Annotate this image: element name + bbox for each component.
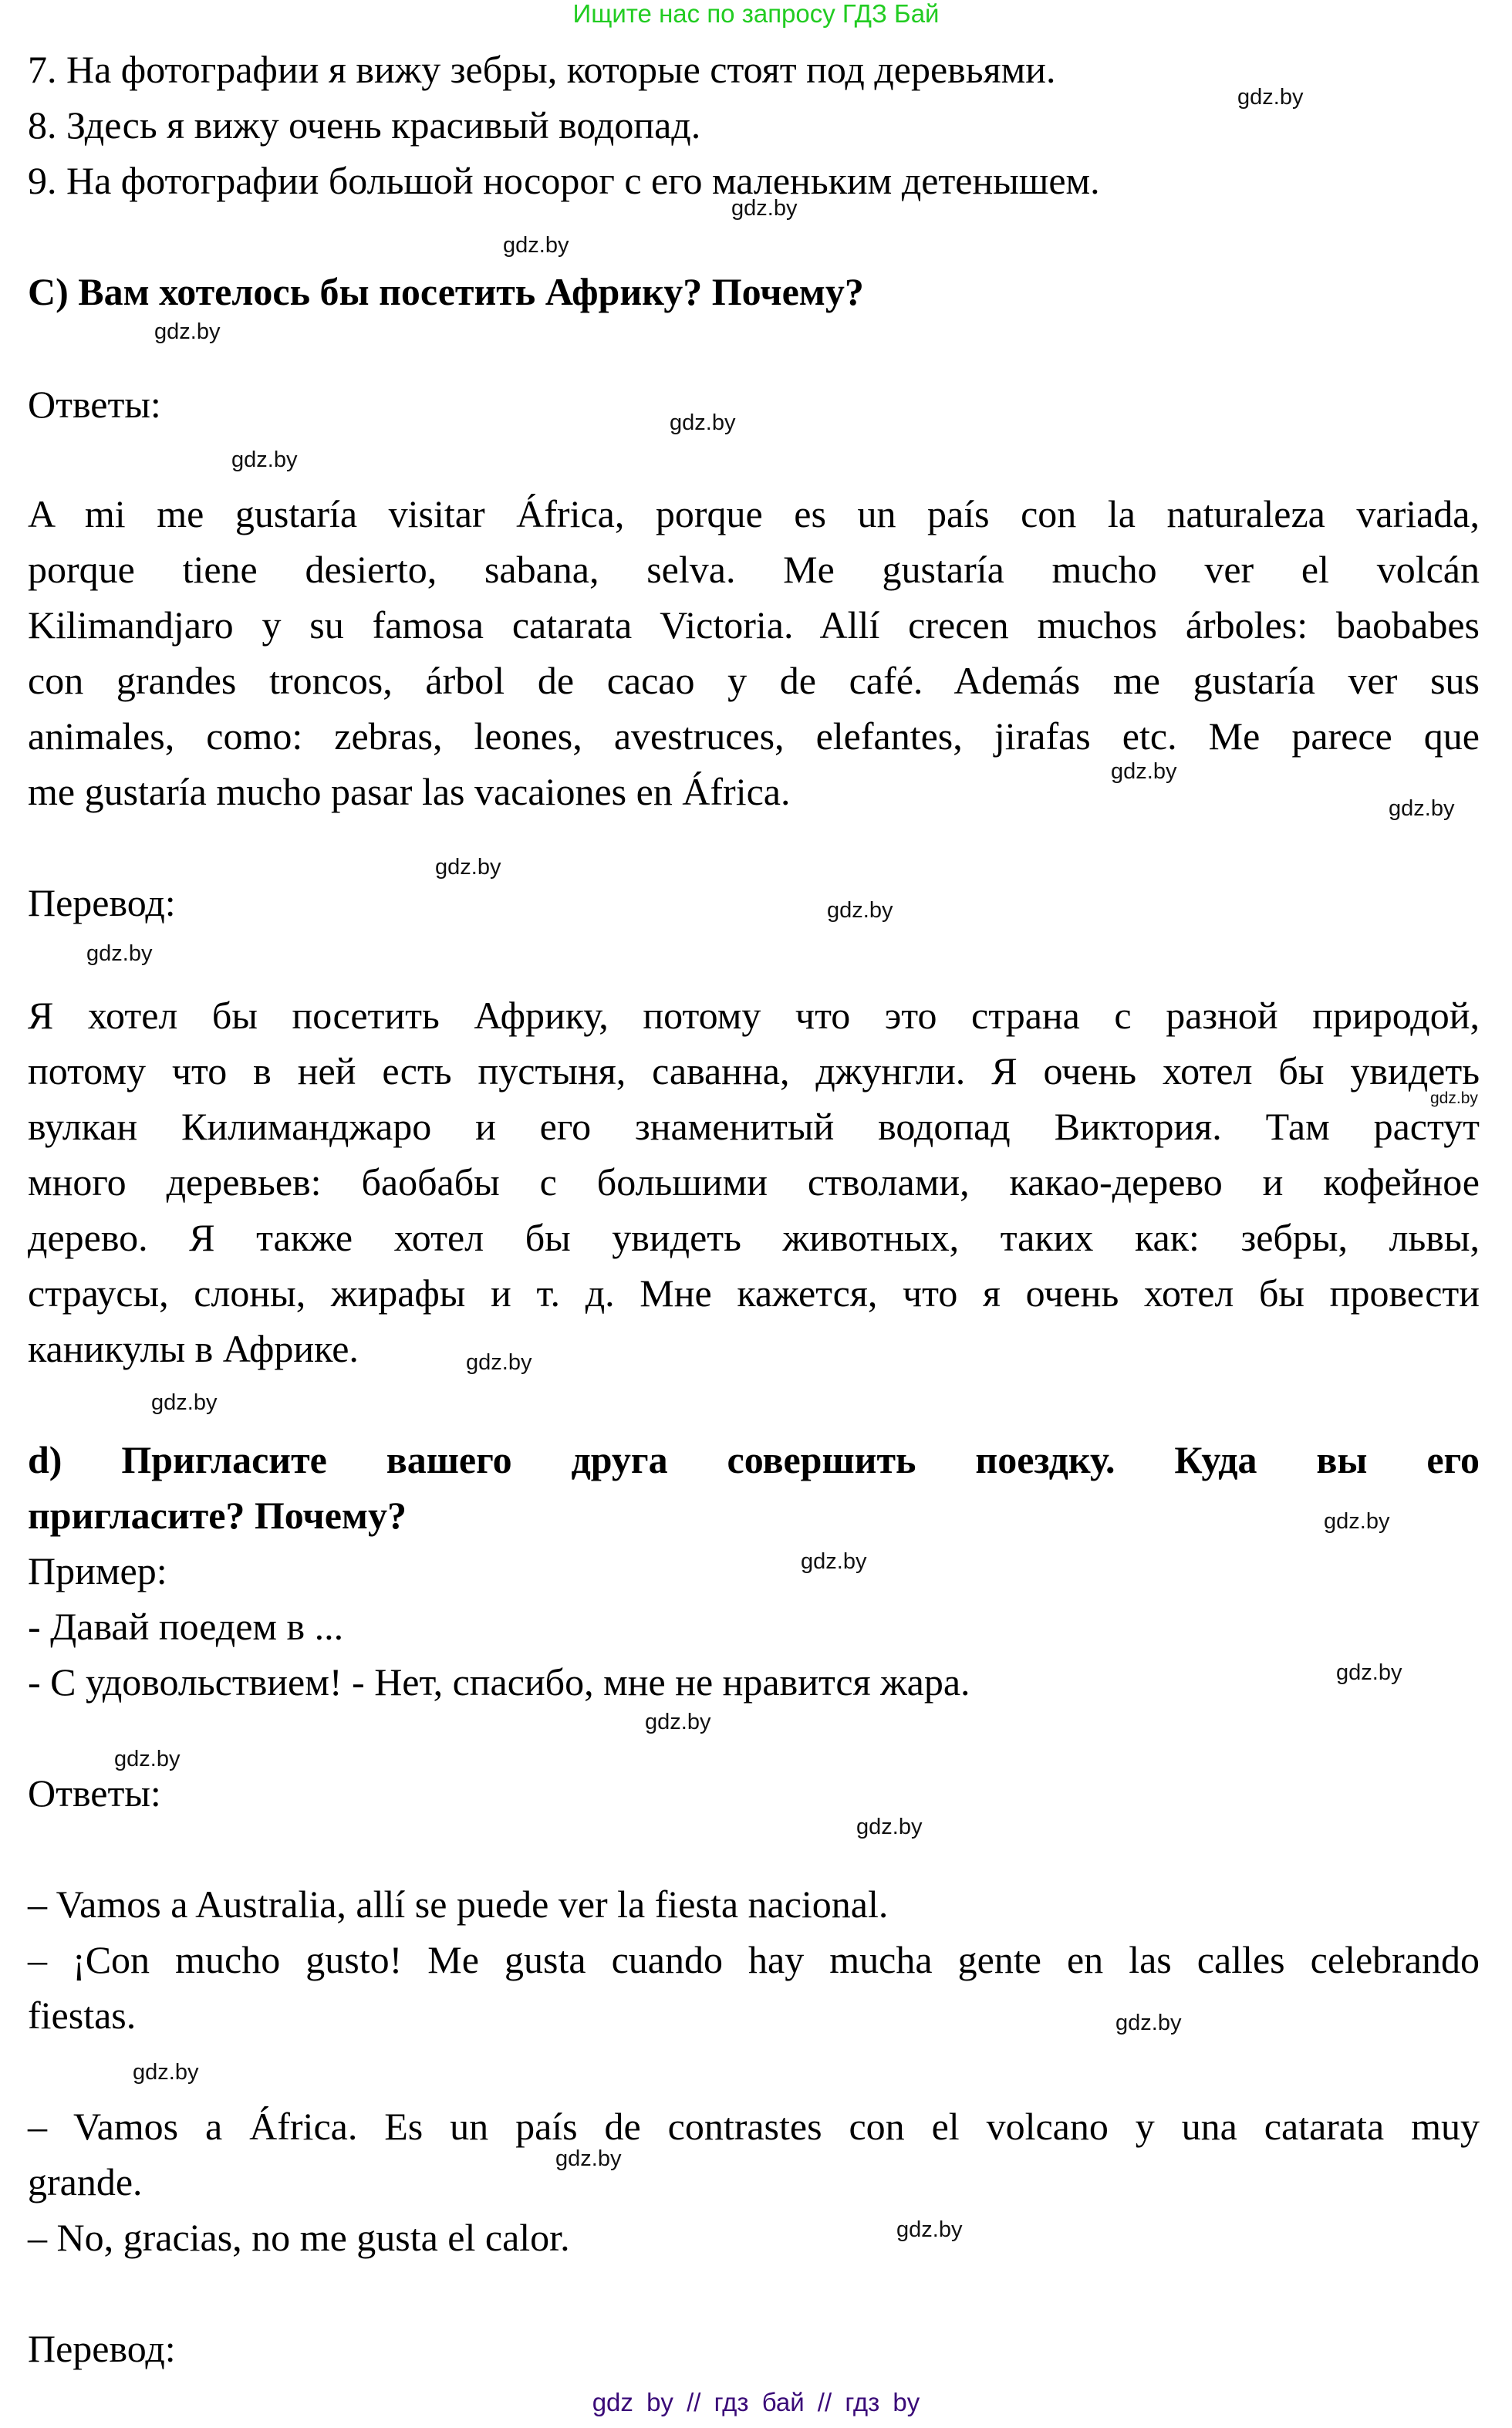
- section-d-answer-line: – Vamos a África. Es un país de contrastes con el volcano y una catarata muy: [28, 2105, 1480, 2148]
- section-d-example-line: - С удовольствием! - Нет, спасибо, мне не нравится жара.: [28, 1660, 970, 1704]
- section-c-answer-line: porque tiene desierto, sabana, selva. Me gustaría mucho ver el volcán: [28, 548, 1480, 591]
- watermark: gdz.by: [827, 898, 893, 923]
- section-c-heading: C) Вам хотелось бы посетить Африку? Почему?: [28, 270, 864, 313]
- watermark: gdz.by: [555, 2146, 622, 2171]
- search-banner: Ищите нас по запросу ГДЗ Бай: [572, 0, 940, 28]
- watermark: gdz.by: [503, 233, 569, 258]
- watermark: gdz.by: [86, 941, 153, 966]
- section-d-answers-label: Ответы:: [28, 1771, 161, 1815]
- section-d-translation-label: Перевод:: [28, 2327, 176, 2370]
- section-c-answers-label: Ответы:: [28, 383, 161, 426]
- watermark: gdz.by: [856, 1815, 923, 1839]
- section-d-answer-line: fiestas.: [28, 1994, 137, 2037]
- section-c-translation-line: много деревьев: баобабы с большими стволами, какао-дерево и кофейное: [28, 1160, 1480, 1204]
- section-c-translation-line: Я хотел бы посетить Африку, потому что это страна с разной природой,: [28, 994, 1480, 1037]
- watermark: gdz.by: [231, 447, 298, 472]
- section-d-answer-line: – No, gracias, no me gusta el calor.: [28, 2216, 570, 2259]
- section-c-answer-line: animales, como: zebras, leones, avestruces, elefantes, jirafas etc. Me parece que: [28, 714, 1480, 758]
- section-d-example-label: Пример:: [28, 1549, 167, 1592]
- item-9: 9. На фотографии большой носорог с его маленьким детенышем.: [28, 159, 1100, 202]
- section-c-translation-line: дерево. Я также хотел бы увидеть животных, таких как: зебры, львы,: [28, 1216, 1480, 1259]
- watermark: gdz.by: [154, 319, 221, 344]
- watermark: gdz.by: [466, 1350, 532, 1375]
- section-d-answer-line: – Vamos a Australia, allí se puede ver la fiesta nacional.: [28, 1883, 889, 1926]
- section-c-answer-line: me gustaría mucho pasar las vacaiones en África.: [28, 770, 791, 813]
- watermark: gdz.by: [133, 2060, 199, 2085]
- section-c-answer-line: Kilimandjaro y su famosa catarata Victoria. Allí crecen muchos árboles: baobabes: [28, 603, 1480, 647]
- item-7: 7. На фотографии я вижу зебры, которые стоят под деревьями.: [28, 48, 1056, 91]
- section-c-translation-line: каникулы в Африке.: [28, 1327, 359, 1370]
- section-d-answer-line: grande.: [28, 2160, 143, 2203]
- watermark: gdz.by: [1111, 759, 1177, 784]
- section-d-heading: d) Пригласите вашего друга совершить поездку. Куда вы его: [28, 1438, 1480, 1481]
- watermark: gdz.by: [1336, 1660, 1402, 1685]
- section-c-translation-label: Перевод:: [28, 881, 176, 924]
- watermark: gdz.by: [151, 1390, 218, 1415]
- section-c-translation-line: страусы, слоны, жирафы и т. д. Мне кажется, что я очень хотел бы провести: [28, 1271, 1480, 1315]
- watermark: gdz.by: [1115, 2011, 1182, 2035]
- watermark: gdz.by: [114, 1747, 181, 1771]
- watermark: gdz.by: [1430, 1089, 1478, 1107]
- watermark: gdz.by: [731, 196, 798, 221]
- item-8: 8. Здесь я вижу очень красивый водопад.: [28, 103, 701, 147]
- section-c-translation-line: вулкан Килиманджаро и его знаменитый водопад Виктория. Там растут: [28, 1105, 1480, 1148]
- section-d-example-line: - Давай поедем в ...: [28, 1605, 344, 1648]
- watermark: gdz.by: [896, 2217, 963, 2242]
- section-c-answer-line: A mi me gustaría visitar África, porque es un país con la naturaleza variada,: [28, 492, 1480, 535]
- watermark: gdz.by: [801, 1549, 867, 1574]
- section-c-answer-line: con grandes troncos, árbol de cacao y de café. Además me gustaría ver sus: [28, 659, 1480, 702]
- watermark: gdz.by: [1237, 85, 1304, 110]
- section-d-heading-cont: пригласите? Почему?: [28, 1494, 407, 1537]
- watermark: gdz.by: [1389, 796, 1455, 821]
- section-d-answer-line: – ¡Con mucho gusto! Me gusta cuando hay mucha gente en las calles celebrando: [28, 1938, 1480, 1981]
- watermark: gdz.by: [435, 855, 501, 880]
- watermark: gdz.by: [670, 410, 736, 435]
- watermark: gdz.by: [1324, 1509, 1390, 1534]
- section-c-translation-line: потому что в ней есть пустыня, саванна, джунгли. Я очень хотел бы увидеть: [28, 1049, 1480, 1092]
- footer-links: gdz by // гдз бай // гдз by: [592, 2388, 920, 2416]
- watermark: gdz.by: [645, 1710, 711, 1734]
